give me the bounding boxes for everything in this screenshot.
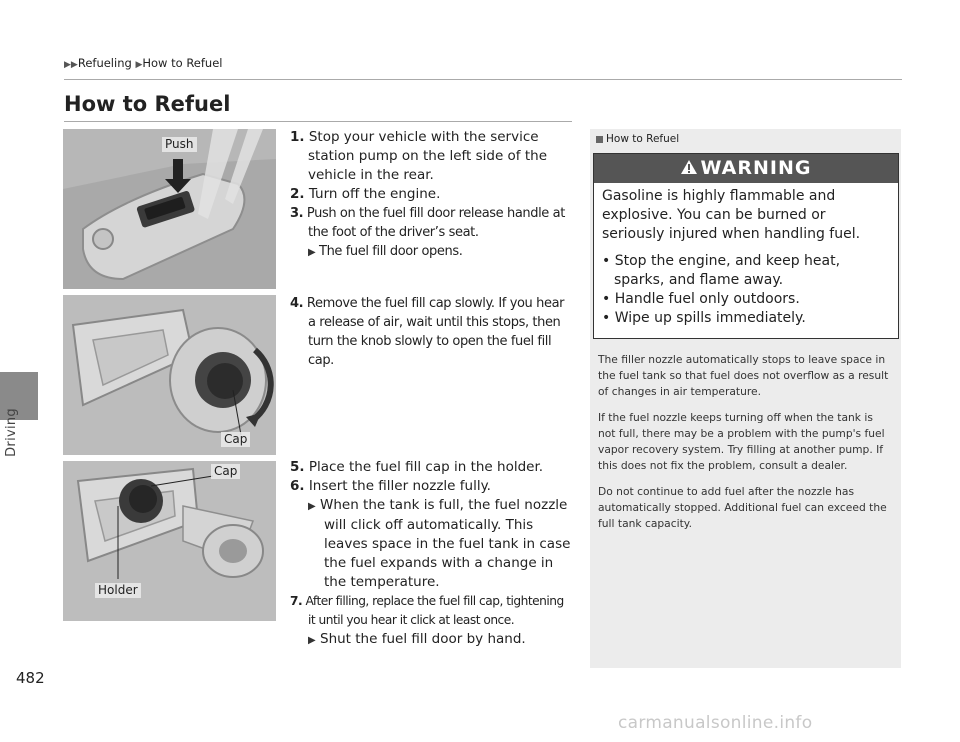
breadcrumb-arrow-icon: ▶▶ [64, 60, 78, 70]
reference-square-icon [596, 136, 603, 143]
step-7-result: ▶ Shut the fuel fill door by hand. [308, 631, 526, 647]
warning-bullet: • Stop the engine, and keep heat, sparks, and flame away. [602, 253, 841, 288]
breadcrumb-arrow-icon: ▶ [135, 60, 143, 70]
result-arrow-icon: ▶ [308, 501, 316, 512]
steps-block-2 [290, 294, 574, 370]
warning-text: Gasoline is highly flammable and explosive. You can be burned or seriously injured when handling fuel. • Stop the engine, and keep heat, sparks, and flame away. • Handle fuel only outdoors. • Wipe up spills immediately. [594, 183, 898, 328]
warning-bullet: • Wipe up spills immediately. [602, 310, 806, 326]
result-arrow-icon: ▶ [308, 635, 316, 646]
warning-bullet: • Handle fuel only outdoors. [602, 291, 800, 307]
title-divider [64, 121, 572, 122]
release-handle-illustration [63, 129, 276, 289]
section-tab-label: Driving [4, 408, 19, 457]
step-1: 1. Stop your vehicle with the service station pump on the left side of the vehicle in the rear. [290, 129, 548, 183]
breadcrumb-item[interactable]: Refueling [77, 56, 132, 70]
step-2: 2. Turn off the engine. [290, 186, 441, 202]
cap-holder-image [63, 461, 276, 621]
steps-block-1 [290, 128, 574, 262]
warning-header [594, 154, 898, 183]
push-label: Push [162, 137, 197, 152]
header-divider [64, 79, 902, 80]
note-paragraph: The filler nozzle automatically stops to leave space in the fuel tank so that fuel does not overflow as a result of changes in air temperature. [598, 353, 889, 398]
step-5: 5. Place the fuel fill cap in the holder. [290, 459, 544, 475]
note-paragraph: If the fuel nozzle keeps turning off when the tank is not full, there may be a problem with the pump's fuel vapor recovery system. Try filling at another pump. If this does not fix the problem, consult a dealer. [598, 411, 885, 472]
panel-header: How to Refuel [596, 133, 679, 145]
note-paragraph: Do not continue to add fuel after the nozzle has automatically stopped. Additional fuel can exceed the full tank capacity. [598, 485, 887, 530]
step-4: 4. Remove the fuel fill cap slowly. If you hear a release of air, wait until this stops, then turn the knob slowly to open the fuel fill cap. [290, 296, 565, 368]
fuel-cap-image [63, 295, 276, 455]
cap-label: Cap [221, 432, 250, 447]
fuel-cap-illustration [63, 295, 276, 455]
steps-block-3 [290, 458, 574, 650]
fuel-door-release-image [63, 129, 276, 289]
panel-notes [598, 352, 892, 542]
warning-triangle-icon [681, 154, 697, 183]
step-3: 3. Push on the fuel fill door release handle at the foot of the driver’s seat. [290, 206, 565, 240]
warning-box [593, 153, 899, 339]
step-6-result: ▶ When the tank is full, the fuel nozzle will click off automatically. This leaves space in the fuel tank in case the fuel expands with a change in the temperature. [308, 497, 571, 590]
page-title: How to Refuel [64, 92, 231, 116]
warning-label: WARNING [700, 157, 812, 179]
watermark: carmanualsonline.info [618, 713, 813, 733]
page-number: 482 [16, 669, 45, 687]
warning-list [602, 252, 890, 328]
breadcrumb-item[interactable]: How to Refuel [142, 56, 223, 70]
holder-label: Holder [95, 583, 141, 598]
step-3-result: ▶ The fuel fill door opens. [308, 244, 463, 259]
breadcrumb [64, 56, 222, 70]
cap-label: Cap [211, 464, 240, 479]
result-arrow-icon: ▶ [308, 247, 316, 258]
step-6: 6. Insert the filler nozzle fully. [290, 478, 491, 494]
step-7: 7. After filling, replace the fuel fill cap, tightening it until you hear it click at least once. [290, 594, 564, 627]
